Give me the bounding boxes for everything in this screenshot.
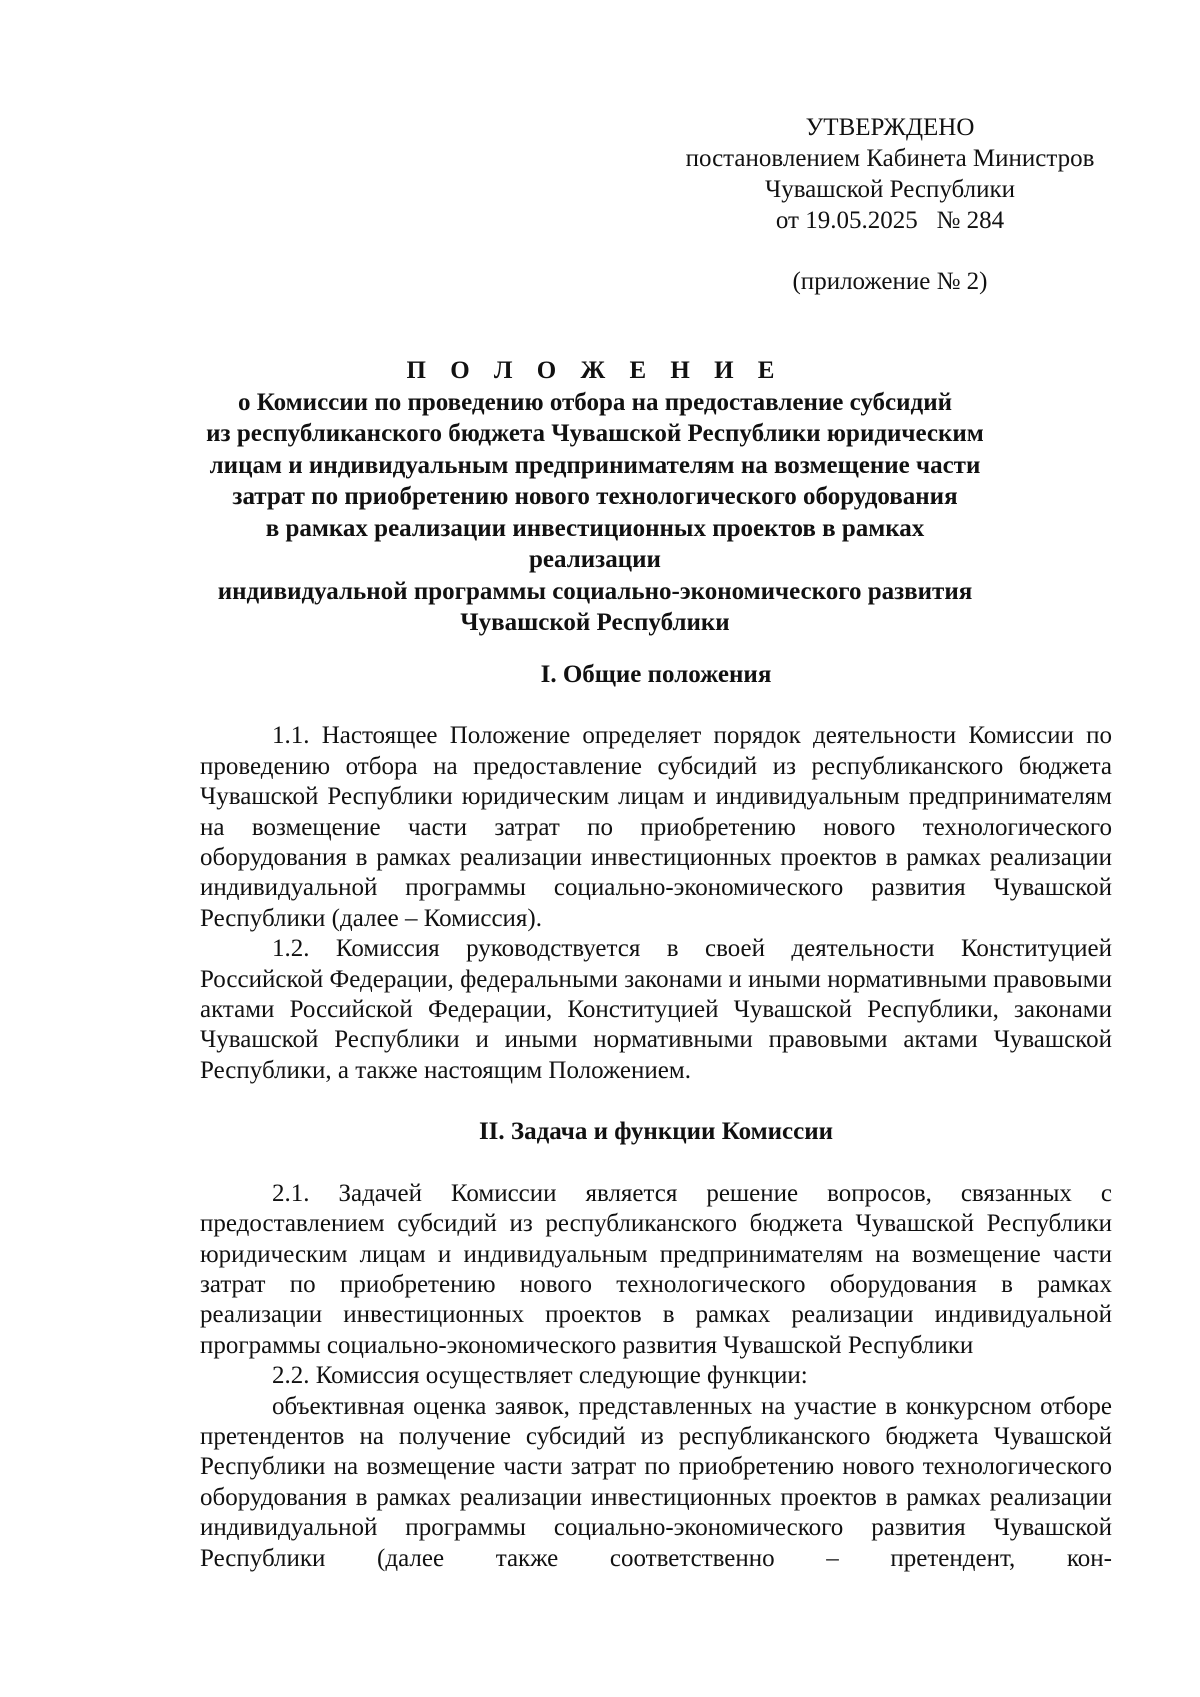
title-line: индивидуальной программы социально-экономического развития <box>217 577 973 605</box>
approval-stamp: УТВЕРЖДЕНО <box>805 114 975 141</box>
annex-label: (приложение № 2) <box>792 268 988 295</box>
section-heading-general: I. Общие положения <box>540 661 772 688</box>
paragraph-2-1: 2.1. Задачей Комиссии является решение вопросов, связанных с предоставлением субсидий из республиканского бюджета Чувашской Республики юридическим лицам и индивидуальным предпринимателям на возмещение части затрат по приобретению нового технологического оборудования в рамках реализации инвестиционных проектов в рамках реализации индивидуальной программы социально-экономического развития Чувашской Республики <box>200 1179 1112 1359</box>
approval-date-number: от 19.05.2025 № 284 <box>775 207 1005 234</box>
title-word: П О Л О Ж Е Н И Е <box>406 357 784 384</box>
paragraph-2-2: 2.2. Комиссия осуществляет следующие функции: <box>272 1362 808 1390</box>
title-line: из республиканского бюджета Чувашской Республики юридическим <box>206 420 984 447</box>
section-heading-tasks: II. Задача и функции Комиссии <box>478 1118 834 1146</box>
title-line: затрат по приобретению нового технологического оборудования <box>232 483 958 510</box>
title-line: лицам и индивидуальным предпринимателям на возмещение части <box>209 451 981 479</box>
approval-line-1: постановлением Кабинета Министров <box>685 145 1095 172</box>
title-line: в рамках реализации инвестиционных проектов в рамках реализации <box>265 514 925 573</box>
title-line: о Комиссии по проведению отбора на предоставление субсидий <box>237 388 953 416</box>
document-title <box>200 355 990 639</box>
paragraph-1-1: 1.1. Настоящее Положение определяет порядок деятельности Комиссии по проведению отбора на предоставление субсидий из республиканского бюджета Чувашской Республики юридическим лицам и индивидуальным предпринимателям на возмещение части затрат по приобретению нового технологического оборудования в рамках реализации инвестиционных проектов в рамках реализации индивидуальной программы социально-экономического развития Чувашской Республики (далее – Комиссия). <box>200 722 1112 932</box>
approval-block <box>660 112 1120 297</box>
document-body <box>200 660 1112 1574</box>
approval-line-2: Чувашской Республики <box>764 176 1016 203</box>
paragraph-1-2: 1.2. Комиссия руководствуется в своей деятельности Конституцией Российской Федерации, федеральными законами и иными нормативными правовыми актами Российской Федерации, Конституцией Чувашской Республики, законами Чувашской Республики и иными нормативными правовыми актами Чувашской Республики, а также настоящим Положением. <box>200 935 1112 1084</box>
title-line: Чувашской Республики <box>460 609 730 636</box>
paragraph-functions: объективная оценка заявок, представленных на участие в конкурсном отборе претендентов на получение субсидий из республиканского бюджета Чувашской Республики на возмещение части затрат по приобретению нового технологического оборудования в рамках реализации инвестиционных проектов в рамках реализации индивидуальной программы социально-экономического развития Чувашской Республики (далее также соответственно – претендент, кон- <box>200 1392 1112 1572</box>
